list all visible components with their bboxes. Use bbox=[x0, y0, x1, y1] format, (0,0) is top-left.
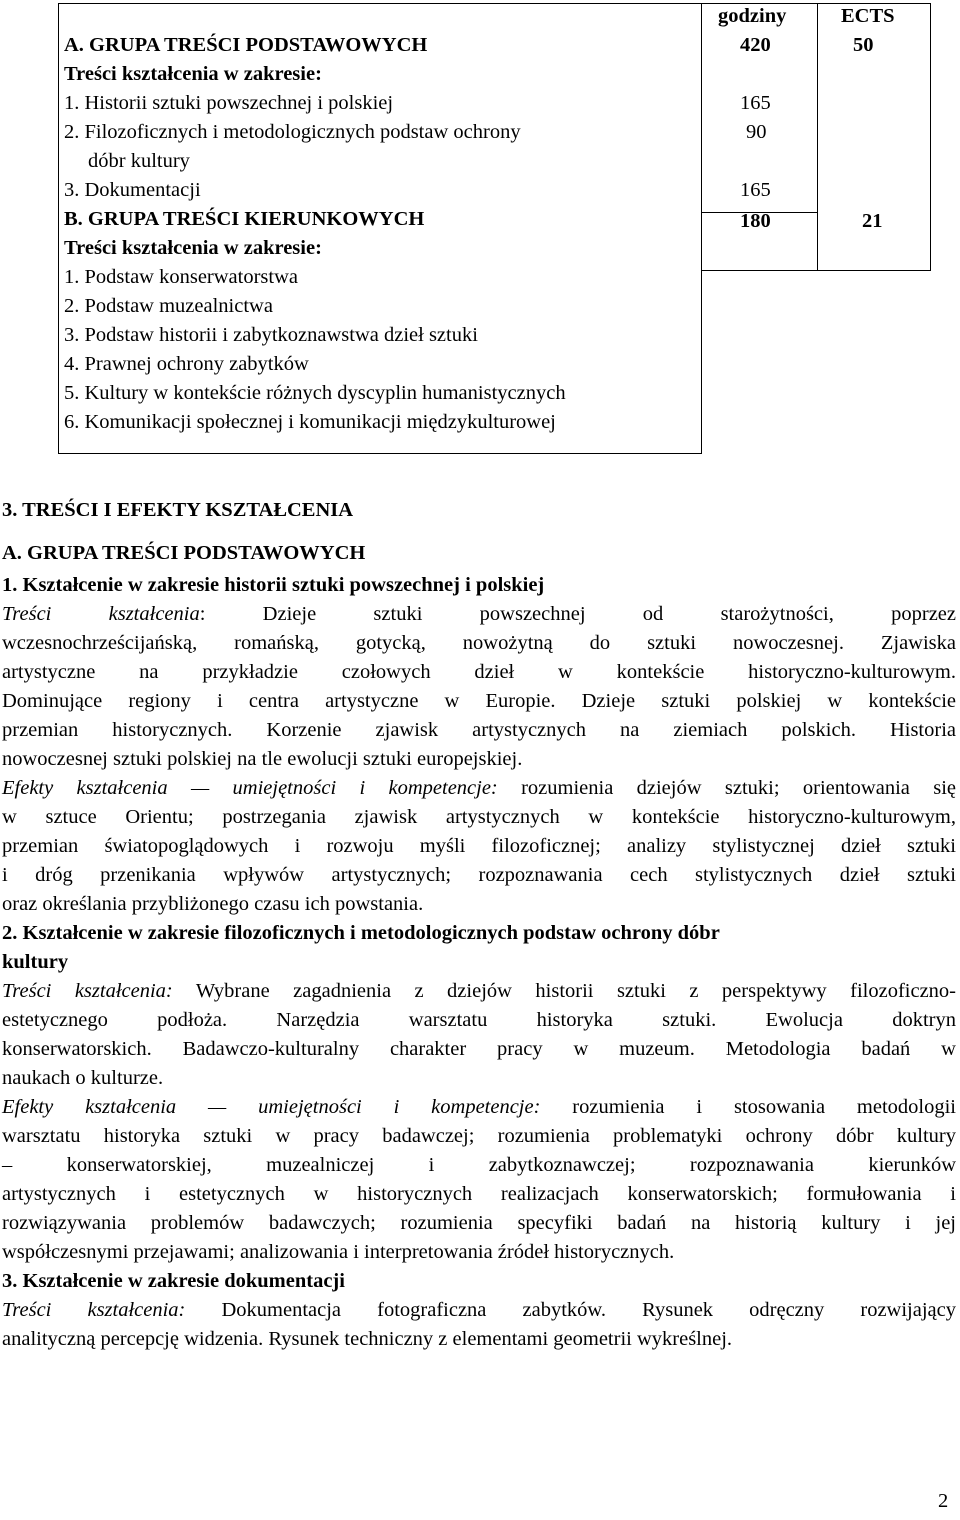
s1-tresci-line-1 bbox=[2, 600, 956, 629]
s2-efekty-line-6: współczesnymi przejawami; analizowania i interpretowania źródeł historycznych. bbox=[2, 1241, 675, 1263]
s2-tresci-label: Treści kształcenia: bbox=[2, 980, 173, 1002]
s1-efekty-label: Efekty kształcenia — umiejętności i kompetencje: bbox=[2, 777, 498, 799]
group-b-label: B. GRUPA TREŚCI KIERUNKOWYCH bbox=[64, 208, 425, 230]
s3-tresci-text-1: Dokumentacja fotograficzna zabytków. Rysunek odręczny rozwijający bbox=[185, 1299, 956, 1321]
s1-tresci-label: Treści kształcenia bbox=[2, 603, 200, 625]
s3-tresci-line-1 bbox=[2, 1296, 956, 1325]
s1-efekty-line-2: w sztuce Orientu; postrzegania zjawisk artystycznych w kontekście historyczno-kulturowym, bbox=[2, 806, 956, 828]
group-b-item-3: 3. Podstaw historii i zabytkoznawstwa dzieł sztuki bbox=[64, 324, 478, 346]
s2-efekty-line-4: artystycznych i estetycznych w historycznych realizacjach konserwatorskich; formułowania i bbox=[2, 1183, 956, 1205]
s1-tresci-line-4: Dominujące regiony i centra artystyczne w Europie. Dzieje sztuki polskiej w kontekście bbox=[2, 690, 956, 712]
group-a-item-1: 1. Historii sztuki powszechnej i polskiej bbox=[64, 92, 394, 114]
s3-heading: 3. Kształcenie w zakresie dokumentacji bbox=[2, 1270, 345, 1292]
group-b-ects: 21 bbox=[862, 210, 883, 232]
s3-tresci-line-2: analityczną percepcję widzenia. Rysunek techniczny z elementami geometrii wykreślnej. bbox=[2, 1328, 733, 1350]
group-b-item-1: 1. Podstaw konserwatorstwa bbox=[64, 266, 299, 288]
group-b-item-2: 2. Podstaw muzealnictwa bbox=[64, 295, 273, 317]
section-title: 3. TREŚCI I EFEKTY KSZTAŁCENIA bbox=[2, 499, 354, 521]
s1-efekty-line-5: oraz określania przybliżonego czasu ich powstania. bbox=[2, 893, 424, 915]
group-a-item-2-cont: dóbr kultury bbox=[88, 150, 190, 172]
s1-tresci-text-1: : Dzieje sztuki powszechnej od starożytności, poprzez bbox=[199, 603, 956, 625]
s2-heading-1: 2. Kształcenie w zakresie filozoficznych i metodologicznych podstaw ochrony dóbr bbox=[2, 922, 720, 944]
s1-tresci-line-6: nowoczesnej sztuki polskiej na tle ewolucji sztuki europejskiej. bbox=[2, 748, 523, 770]
s1-tresci-line-2: wczesnochrześcijańską, romańską, gotycką, nowożytną do sztuki nowoczesnej. Zjawiska bbox=[2, 632, 956, 654]
s1-efekty-text-1: rozumienia dziejów sztuki; orientowania się bbox=[497, 777, 956, 799]
s2-tresci-line-2: estetycznego podłoża. Narzędzia warsztatu historyka sztuki. Ewolucja doktryn bbox=[2, 1009, 956, 1031]
s2-tresci-line-1 bbox=[2, 977, 956, 1006]
group-a-label: A. GRUPA TREŚCI PODSTAWOWYCH bbox=[64, 34, 428, 56]
s2-efekty-line-3: – konserwatorskiej, muzealniczej i zabytkoznawczej; rozpoznawania kierunków bbox=[2, 1154, 956, 1176]
s1-tresci-line-3: artystyczne na przykładzie czołowych dzieł w kontekście historyczno-kulturowym. bbox=[2, 661, 956, 683]
group-a-hours: 420 bbox=[740, 34, 771, 56]
s3-tresci-label: Treści kształcenia: bbox=[2, 1299, 186, 1321]
page-number: 2 bbox=[938, 1490, 949, 1512]
group-b-hours: 180 bbox=[740, 210, 771, 232]
group-b-item-5: 5. Kultury w kontekście różnych dyscyplin humanistycznych bbox=[64, 382, 566, 404]
s1-heading: 1. Kształcenie w zakresie historii sztuki powszechnej i polskiej bbox=[2, 574, 545, 596]
header-hours: godziny bbox=[718, 5, 787, 27]
group-b-item-4: 4. Prawnej ochrony zabytków bbox=[64, 353, 309, 375]
section-subtitle: A. GRUPA TREŚCI PODSTAWOWYCH bbox=[2, 542, 366, 564]
group-a-sub: Treści kształcenia w zakresie: bbox=[64, 63, 322, 85]
header-ects: ECTS bbox=[841, 5, 895, 27]
s2-efekty-line-5: rozwiązywania problemów badawczych; rozumienia specyfiki badań na historią kultury i jej bbox=[2, 1212, 956, 1234]
group-a-ects: 50 bbox=[853, 34, 874, 56]
group-a-item-1-hours: 165 bbox=[740, 92, 771, 114]
group-a-item-3: 3. Dokumentacji bbox=[64, 179, 201, 201]
group-b-item-6: 6. Komunikacji społecznej i komunikacji międzykulturowej bbox=[64, 411, 556, 433]
s2-efekty-line-2: warsztatu historyka sztuki w pracy badawczej; rozumienia problematyki ochrony dóbr kultury bbox=[2, 1125, 956, 1147]
group-a-item-3-hours: 165 bbox=[740, 179, 771, 201]
s2-tresci-line-3: konserwatorskich. Badawczo-kulturalny charakter pracy w muzeum. Metodologia badań w bbox=[2, 1038, 956, 1060]
group-a-item-2-hours: 90 bbox=[746, 121, 767, 143]
s1-efekty-line-4: i dróg przenikania wpływów artystycznych; rozpoznawania cech stylistycznych dzieł sztuki bbox=[2, 864, 956, 886]
group-a-item-2: 2. Filozoficznych i metodologicznych podstaw ochrony bbox=[64, 121, 521, 143]
s2-efekty-line-1 bbox=[2, 1093, 956, 1122]
s2-tresci-text-1: Wybrane zagadnienia z dziejów historii sztuki z perspektywy filozoficzno- bbox=[172, 980, 956, 1002]
s1-tresci-line-5: przemian historycznych. Korzenie zjawisk artystycznych na ziemiach polskich. Historia bbox=[2, 719, 956, 741]
group-b-sub: Treści kształcenia w zakresie: bbox=[64, 237, 322, 259]
s1-efekty-line-3: przemian światopoglądowych i rozwoju myśli filozoficznej; analizy stylistycznej dzieł sztuki bbox=[2, 835, 956, 857]
s2-heading-2: kultury bbox=[2, 951, 69, 973]
s2-efekty-text-1: rozumienia i stosowania metodologii bbox=[540, 1096, 956, 1118]
s2-tresci-line-4: naukach o kulturze. bbox=[2, 1067, 164, 1089]
s1-efekty-line-1 bbox=[2, 774, 956, 803]
s2-efekty-label: Efekty kształcenia — umiejętności i kompetencje: bbox=[2, 1096, 541, 1118]
